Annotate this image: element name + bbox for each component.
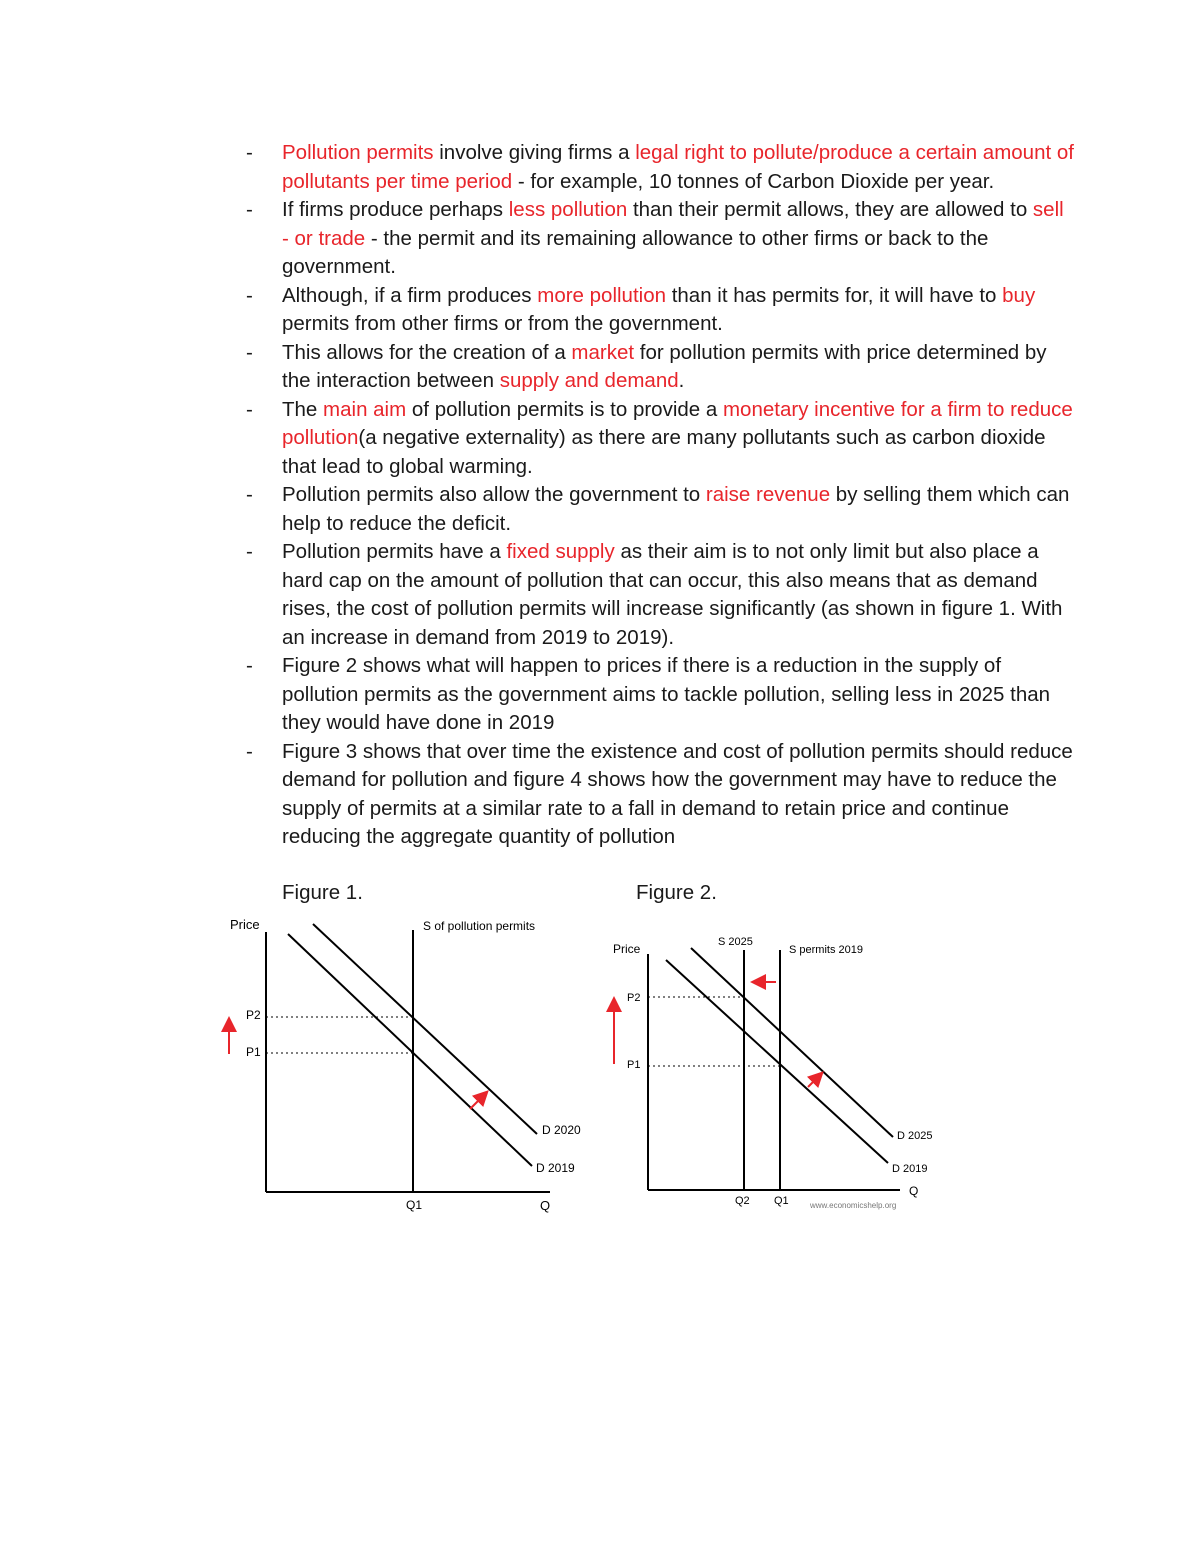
figure2-diagram [600, 930, 945, 1215]
figure1-quantity-q1: Q1 [406, 1198, 423, 1212]
body-text: Although, if a firm produces [282, 283, 538, 307]
body-text: permits from other firms or from the government. [282, 312, 723, 335]
demand-line-new [313, 924, 537, 1134]
body-text: If firms produce perhaps [282, 198, 509, 221]
figure2-quantity-q2: Q2 [735, 1195, 750, 1207]
highlighted-text: main aim [323, 397, 407, 421]
figure2-x-label: Q [909, 1184, 919, 1198]
highlighted-text: fixed supply [506, 540, 615, 563]
figure2-quantity-q1: Q1 [774, 1195, 789, 1207]
figure2-price-p2: P2 [627, 992, 641, 1004]
figure2-y-label: Price [613, 942, 641, 956]
body-text: . [678, 369, 685, 392]
body-text: (a negative externality) as there are many pollutants such as carbon dioxide that lead to global warming. [282, 426, 1046, 478]
figure1-price-p2: P2 [246, 1008, 261, 1022]
figure2-demand-old-label: D 2019 [892, 1163, 928, 1175]
bullet-dash: - [246, 397, 253, 421]
demand-line-old [666, 960, 888, 1163]
demand-line-old [288, 934, 532, 1166]
figure1-price-p1: P1 [246, 1045, 261, 1059]
figure1-supply-label: S of pollution permits [423, 919, 536, 933]
bullet-dash: - [246, 141, 253, 164]
body-text: Pollution permits also allow the government to [282, 483, 706, 506]
body-text: - for example, 10 tonnes of Carbon Dioxide per year. [512, 169, 995, 193]
body-text: than it has permits for, it will have to [666, 283, 1003, 307]
figure1-x-label: Q [540, 1198, 551, 1213]
body-text: The [282, 397, 324, 421]
body-text: - the permit and its remaining allowance to other firms or back to the government. [282, 226, 989, 278]
figure1-y-label: Price [230, 917, 260, 932]
bullet-item [246, 538, 1076, 652]
bullet-list [246, 139, 1076, 852]
bullet-item [246, 396, 1076, 482]
figure2-supply-old-label: S permits 2019 [789, 944, 863, 956]
figure2-watermark: www.economicshelp.org [810, 1201, 897, 1210]
bullet-item [246, 139, 1076, 196]
figure1-caption: Figure 1. [282, 881, 363, 904]
bullet-dash: - [246, 739, 253, 763]
bullet-dash: - [246, 540, 253, 563]
figure2-supply-new-label: S 2025 [718, 936, 753, 948]
bullet-item [246, 196, 1076, 282]
demand-shift-arrow [808, 1074, 821, 1087]
figure2-caption: Figure 2. [636, 881, 717, 904]
highlighted-text: raise revenue [705, 483, 831, 506]
body-text: involve giving firms a [433, 141, 636, 164]
bullet-item [246, 481, 1076, 538]
body-text: Figure 2 shows what will happen to prices if there is a reduction in the supply of pollution permits as the government aims to tackle pollution, selling less in 2025 than they would have done in 2019 [282, 654, 1051, 734]
bullet-item [246, 282, 1076, 339]
bullet-dash: - [246, 654, 253, 677]
body-text: Figure 3 shows that over time the existence and cost of pollution permits should reduce demand for pollution and figure 4 shows how the government may have to reduce the supply of permits at a similar rate to a fall in demand to retain price and continue reducing the aggregate quantity of pollution [282, 739, 1073, 848]
body-text: Pollution permits have a [282, 540, 507, 563]
demand-shift-arrow [470, 1093, 486, 1109]
figure1-demand-old-label: D 2019 [536, 1161, 575, 1175]
highlighted-text: Pollution permits [282, 141, 434, 164]
bullet-dash: - [246, 198, 253, 221]
bullet-dash: - [246, 483, 253, 506]
figure1-diagram [220, 912, 600, 1217]
figure2-price-p1: P1 [627, 1059, 641, 1071]
bullet-dash: - [246, 340, 253, 364]
highlighted-text: buy [1002, 283, 1036, 307]
bullet-item [246, 738, 1076, 852]
highlighted-text: supply and demand [499, 369, 679, 392]
figure1-demand-new-label: D 2020 [542, 1123, 581, 1137]
highlighted-text: legal right to pollute/produce a certain amount of pollutants per time period [282, 141, 1074, 193]
demand-line-new [691, 948, 893, 1137]
figure2-demand-new-label: D 2025 [897, 1130, 933, 1142]
highlighted-text: market [571, 340, 635, 364]
bullet-dash: - [246, 283, 253, 307]
bullet-item [246, 652, 1076, 738]
body-text: as their aim is to not only limit but also place a hard cap on the amount of pollution that can occur, this also means that as demand rises, the cost of pollution permits will increase significantly (as shown in figure 1. With an increase in demand from 2019 to 2019). [282, 540, 1063, 649]
body-text: by selling them which can help to reduce the deficit. [282, 483, 1070, 535]
body-text: of pollution permits is to provide a [406, 397, 723, 421]
highlighted-text: more pollution [537, 283, 667, 307]
body-text: This allows for the creation of a [282, 340, 572, 364]
highlighted-text: monetary incentive for a firm to reduce pollution [282, 397, 1073, 449]
body-text: for pollution permits with price determined by the interaction between [282, 340, 1047, 392]
highlighted-text: less pollution [508, 198, 628, 221]
bullet-item [246, 339, 1076, 396]
highlighted-text: sell - or trade [282, 198, 1064, 250]
body-text: than their permit allows, they are allowed to [627, 198, 1033, 221]
